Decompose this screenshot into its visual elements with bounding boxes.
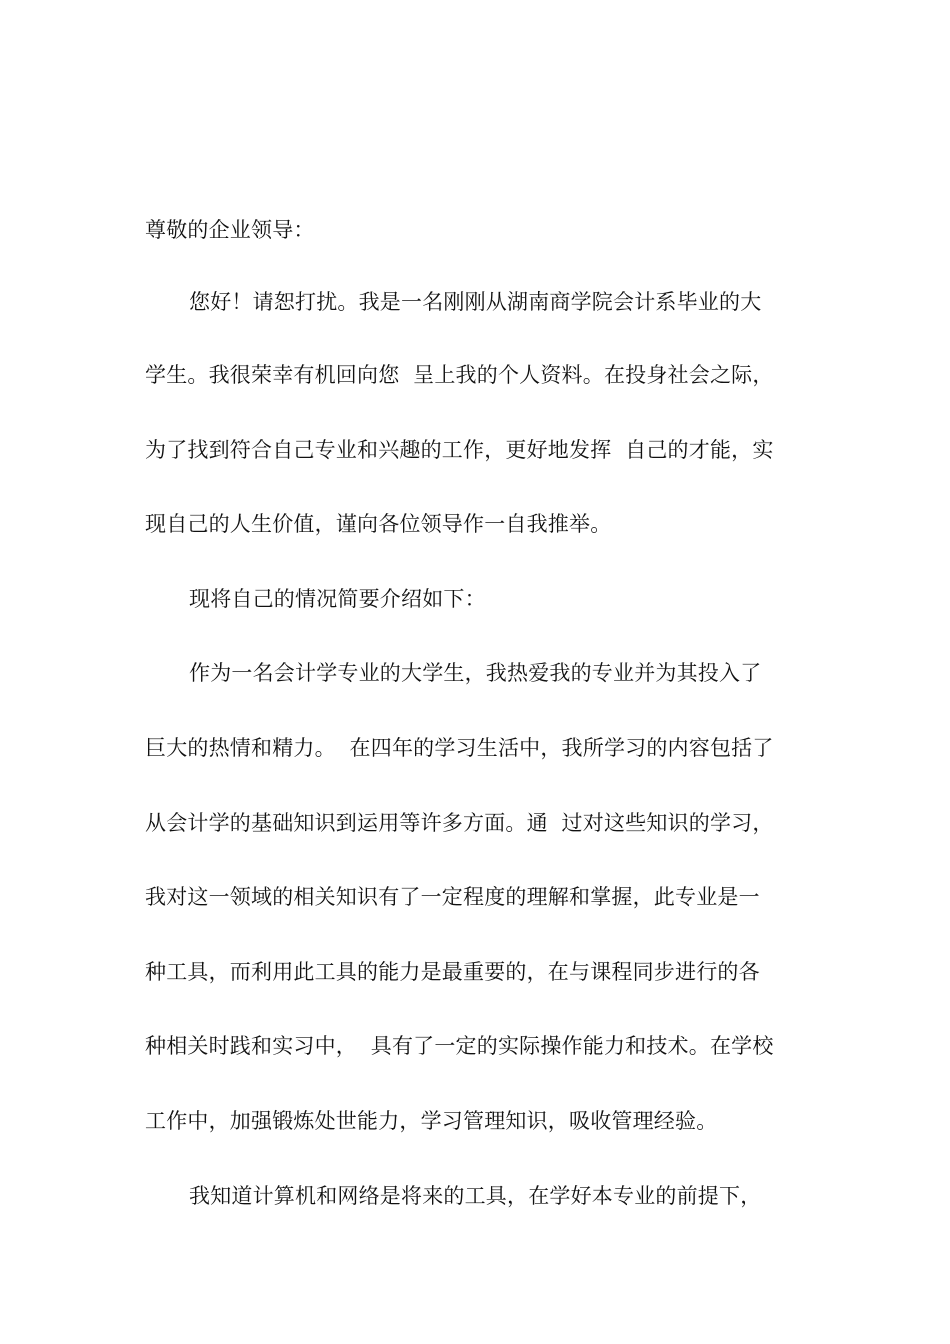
- paragraph-line: 从会计学的基础知识到运用等许多方面。通 过对这些知识的学习，: [145, 811, 774, 835]
- paragraph-line: 我对这一领域的相关知识有了一定程度的理解和掌握，此专业是一: [145, 885, 760, 909]
- salutation: 尊敬的企业领导：: [145, 218, 315, 242]
- paragraph-line: 学生。我很荣幸有机回向您 呈上我的个人资料。在投身社会之际，: [145, 363, 774, 387]
- paragraph-line: 为了找到符合自己专业和兴趣的工作，更好地发挥 自己的才能，实: [145, 438, 774, 462]
- paragraph-line: 工作中，加强锻炼处世能力，学习管理知识，吸收管理经验。: [145, 1109, 718, 1133]
- paragraph-line: 现将自己的情况简要介绍如下：: [189, 587, 486, 611]
- paragraph-line: 种相关时践和实习中， 具有了一定的实际操作能力和技术。在学校: [145, 1034, 774, 1058]
- paragraph-line: 种工具，而利用此工具的能力是最重要的，在与课程同步进行的各: [145, 960, 760, 984]
- paragraph-line: 我知道计算机和网络是将来的工具，在学好本专业的前提下，: [189, 1184, 762, 1208]
- paragraph-line: 作为一名会计学专业的大学生，我热爱我的专业并为其投入了: [189, 661, 762, 685]
- paragraph-line: 现自己的人生价值，谨向各位领导作一自我推举。: [145, 512, 612, 536]
- paragraph-line: 巨大的热情和精力。 在四年的学习生活中，我所学习的内容包括了: [145, 736, 774, 760]
- paragraph-line: 您好！请恕打扰。我是一名刚刚从湖南商学院会计系毕业的大: [189, 290, 762, 314]
